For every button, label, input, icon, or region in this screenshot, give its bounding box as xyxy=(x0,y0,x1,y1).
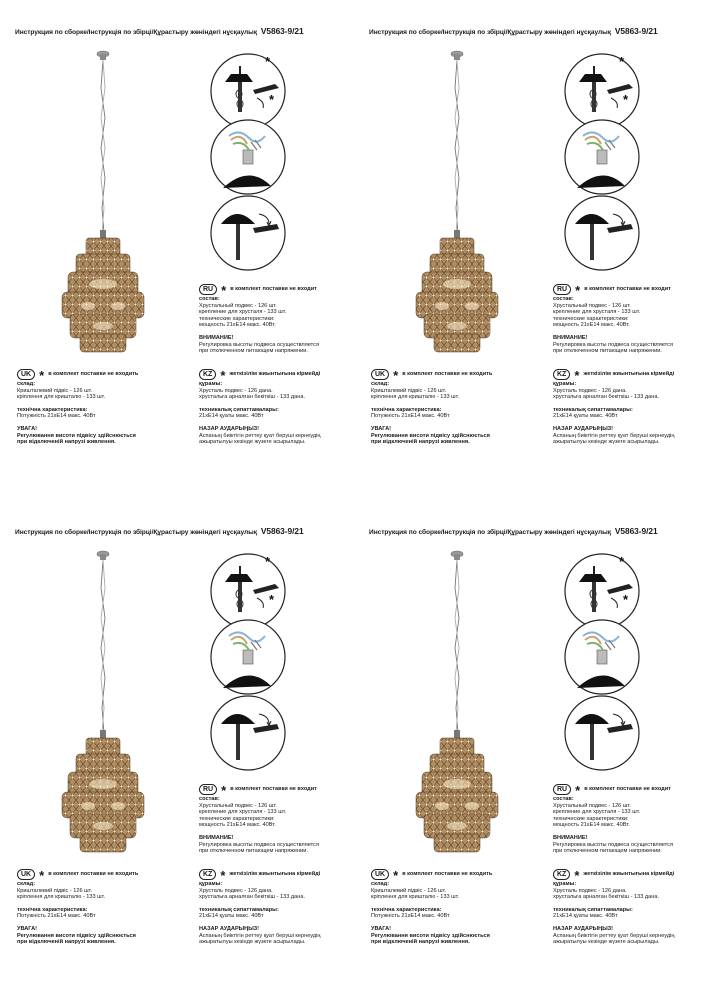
specs-value: Потужність 21хЕ14 макс. 40Вт xyxy=(371,913,450,920)
text-line: при отключенном питающем напряжении. xyxy=(553,848,662,855)
not-included-note: жеткізілім жиынтығына кірмейді xyxy=(229,370,321,377)
not-included-note: в комплект поставки не входить xyxy=(402,370,493,377)
composition-label: склад: xyxy=(371,881,390,887)
uk-badge: UK xyxy=(371,369,389,380)
specs-label: технічна характеристика: xyxy=(371,406,442,413)
warning-label: УВАГА! xyxy=(17,925,38,932)
text-line: крепление для хрусталя - 133 шт. xyxy=(199,809,287,816)
text-line: при відключеній напрузі живлення. xyxy=(17,939,116,946)
ru-badge: RU xyxy=(199,284,217,295)
asterisk-icon: * xyxy=(220,368,226,383)
chandelier-illustration xyxy=(402,548,512,878)
text-line: крепление для хрусталя - 133 шт. xyxy=(199,309,287,316)
text-line: хрустальға арналған бекіткіш - 133 дана. xyxy=(553,894,660,901)
text-line: хрустальға арналған бекіткіш - 133 дана. xyxy=(553,394,660,401)
text-line: Регулировка высоты подвеса осуществляется xyxy=(199,341,319,348)
kz-badge: KZ xyxy=(553,369,570,380)
composition-label: құрамы: xyxy=(199,381,223,387)
ru-badge: RU xyxy=(199,784,217,795)
instruction-sheet xyxy=(0,500,353,1000)
text-line: ажыратылуы кезінде жүзеге асырылады. xyxy=(199,439,306,446)
not-included-note: в комплект поставки не входить xyxy=(48,370,139,377)
composition-label: құрамы: xyxy=(553,881,577,887)
chandelier-illustration xyxy=(402,48,512,378)
instruction-sheet xyxy=(354,0,707,500)
warning-label: НАЗАР АУДАРЫҢЫЗ! xyxy=(553,925,614,932)
warning-label: ВНИМАНИЕ! xyxy=(553,334,588,341)
text-line: мощность 21хЕ14 макс. 40Вт. xyxy=(199,822,276,829)
step-star-icon: * xyxy=(265,554,271,569)
specs-label: технічна характеристика: xyxy=(17,906,88,913)
asterisk-icon: * xyxy=(221,783,227,798)
text-line: ажыратылуы кезінде жүзеге асырылады. xyxy=(199,939,306,946)
asterisk-icon: * xyxy=(574,368,580,383)
text-line: крепление для хрусталя - 133 шт. xyxy=(553,309,641,316)
text-line: Аспаның биіктігін реттеу қуат беруші кернеудің xyxy=(199,432,321,439)
text-line: Аспаның биіктігін реттеу қуат беруші кернеудің xyxy=(553,932,675,939)
uk-section xyxy=(17,369,197,446)
warning-label: НАЗАР АУДАРЫҢЫЗ! xyxy=(553,425,614,432)
step-3-diagram xyxy=(209,194,287,272)
kz-section xyxy=(553,869,705,946)
step-3-diagram xyxy=(563,694,641,772)
composition-label: склад: xyxy=(371,381,390,387)
text-line: кріплення для кришталю - 133 шт. xyxy=(17,394,106,401)
asterisk-icon: * xyxy=(393,868,399,883)
text-line: хрустальға арналған бекіткіш - 133 дана. xyxy=(199,394,306,401)
step-2-diagram xyxy=(209,618,287,696)
step-3-diagram xyxy=(209,694,287,772)
asterisk-icon: * xyxy=(575,283,581,298)
text-line: Хрустальный подвес - 126 шт. xyxy=(199,302,277,309)
uk-section xyxy=(371,369,551,446)
uk-section xyxy=(17,869,197,946)
specs-label: техникалық сипаттамалары: xyxy=(553,906,633,913)
text-line: Хрустальный подвес - 126 шт. xyxy=(553,802,631,809)
not-included-note: в комплект поставки не входить xyxy=(402,870,493,877)
composition-label: склад: xyxy=(17,881,36,887)
text-line: Хрустальный подвес - 126 шт. xyxy=(199,802,277,809)
text-line: Регулювання висоти підвісу здійснюється xyxy=(17,432,136,439)
step-star-icon: * xyxy=(619,54,625,69)
text-line: хрустальға арналған бекіткіш - 133 дана. xyxy=(199,894,306,901)
step-star-icon: * xyxy=(269,592,275,607)
asterisk-icon: * xyxy=(221,283,227,298)
text-line: при відключеній напрузі живлення. xyxy=(17,439,116,446)
warning-label: ВНИМАНИЕ! xyxy=(199,334,234,341)
text-line: Аспаның биіктігін реттеу қуат беруші кернеудің xyxy=(199,932,321,939)
sheet-title: Инструкция по сборке/Інструкція по збірці/Құрастыру жөніндегі нұсқаулық V5863-9/21 xyxy=(15,526,304,536)
text-line: ажыратылуы кезінде жүзеге асырылады. xyxy=(553,939,660,946)
step-2-diagram xyxy=(563,118,641,196)
uk-badge: UK xyxy=(371,869,389,880)
text-line: при отключенном питающем напряжении. xyxy=(199,348,308,355)
text-line: крепление для хрусталя - 133 шт. xyxy=(553,809,641,816)
text-line: мощность 21хЕ14 макс. 40Вт. xyxy=(199,322,276,329)
kz-badge: KZ xyxy=(553,869,570,880)
not-included-note: жеткізілім жиынтығына кірмейді xyxy=(229,870,321,877)
specs-value: 21хЕ14 қуаты макс. 40Вт xyxy=(553,413,618,420)
asterisk-icon: * xyxy=(39,368,45,383)
kz-section xyxy=(199,369,351,446)
text-line: технические характеристики: xyxy=(199,815,275,822)
text-line: технические характеристики: xyxy=(553,315,629,322)
asterisk-icon: * xyxy=(393,368,399,383)
specs-value: 21хЕ14 қуаты макс. 40Вт xyxy=(199,913,264,920)
uk-badge: UK xyxy=(17,369,35,380)
specs-value: Потужність 21хЕ14 макс. 40Вт xyxy=(17,413,96,420)
composition-label: состав: xyxy=(553,796,574,802)
text-line: при отключенном питающем напряжении. xyxy=(553,348,662,355)
ru-section xyxy=(199,784,349,855)
not-included-note: в комплект поставки не входит xyxy=(230,785,317,792)
specs-label: технічна характеристика: xyxy=(17,406,88,413)
composition-label: состав: xyxy=(199,296,220,302)
text-line: Хрусталь подвес - 126 дана. xyxy=(553,387,627,394)
not-included-note: в комплект поставки не входит xyxy=(584,785,671,792)
text-line: при отключенном питающем напряжении. xyxy=(199,848,308,855)
not-included-note: жеткізілім жиынтығына кірмейді xyxy=(583,870,675,877)
step-star-icon: * xyxy=(269,92,275,107)
text-line: мощность 21хЕ14 макс. 40Вт. xyxy=(553,822,630,829)
specs-value: 21хЕ14 қуаты макс. 40Вт xyxy=(553,913,618,920)
step-2-diagram xyxy=(209,118,287,196)
step-2-diagram xyxy=(563,618,641,696)
text-line: Регулировка высоты подвеса осуществляется xyxy=(553,841,673,848)
text-line: Хрустальный подвес - 126 шт. xyxy=(553,302,631,309)
uk-section xyxy=(371,869,551,946)
ru-badge: RU xyxy=(553,284,571,295)
model-code: V5863-9/21 xyxy=(614,526,658,536)
step-star-icon: * xyxy=(265,54,271,69)
text-line: Регулювання висоти підвісу здійснюється xyxy=(17,932,136,939)
text-line: Хрусталь подвес - 126 дана. xyxy=(553,887,627,894)
text-line: Хрусталь подвес - 126 дана. xyxy=(199,387,273,394)
warning-label: ВНИМАНИЕ! xyxy=(199,834,234,841)
text-line: ажыратылуы кезінде жүзеге асырылады. xyxy=(553,439,660,446)
composition-label: құрамы: xyxy=(553,381,577,387)
kz-section xyxy=(199,869,351,946)
step-3-diagram xyxy=(563,194,641,272)
text-line: Регулювання висоти підвісу здійснюється xyxy=(371,932,490,939)
composition-label: склад: xyxy=(17,381,36,387)
not-included-note: в комплект поставки не входит xyxy=(584,285,671,292)
ru-section xyxy=(553,784,703,855)
model-code: V5863-9/21 xyxy=(260,526,304,536)
uk-badge: UK xyxy=(17,869,35,880)
not-included-note: жеткізілім жиынтығына кірмейді xyxy=(583,370,675,377)
text-line: кріплення для кришталю - 133 шт. xyxy=(17,894,106,901)
asterisk-icon: * xyxy=(39,868,45,883)
instruction-sheet xyxy=(0,0,353,500)
specs-label: технічна характеристика: xyxy=(371,906,442,913)
text-line: Кришталевий підвіс - 126 шт. xyxy=(17,387,93,394)
text-line: Регулировка высоты подвеса осуществляется xyxy=(199,841,319,848)
step-star-icon: * xyxy=(623,92,629,107)
kz-section xyxy=(553,369,705,446)
sheet-title: Инструкция по сборке/Інструкція по збірці/Құрастыру жөніндегі нұсқаулық V5863-9/21 xyxy=(369,26,658,36)
text-line: Аспаның биіктігін реттеу қуат беруші кернеудің xyxy=(553,432,675,439)
model-code: V5863-9/21 xyxy=(614,26,658,36)
warning-label: НАЗАР АУДАРЫҢЫЗ! xyxy=(199,925,260,932)
text-line: при відключеній напрузі живлення. xyxy=(371,939,470,946)
asterisk-icon: * xyxy=(574,868,580,883)
instruction-sheet xyxy=(354,500,707,1000)
text-line: кріплення для кришталю - 133 шт. xyxy=(371,394,460,401)
asterisk-icon: * xyxy=(220,868,226,883)
asterisk-icon: * xyxy=(575,783,581,798)
specs-value: Потужність 21хЕ14 макс. 40Вт xyxy=(371,413,450,420)
text-line: при відключеній напрузі живлення. xyxy=(371,439,470,446)
text-line: технические характеристики: xyxy=(553,815,629,822)
sheet-title: Инструкция по сборке/Інструкція по збірці/Құрастыру жөніндегі нұсқаулық V5863-9/21 xyxy=(15,26,304,36)
composition-label: состав: xyxy=(553,296,574,302)
chandelier-illustration xyxy=(48,548,158,878)
composition-label: состав: xyxy=(199,796,220,802)
chandelier-illustration xyxy=(48,48,158,378)
warning-label: ВНИМАНИЕ! xyxy=(553,834,588,841)
composition-label: құрамы: xyxy=(199,881,223,887)
text-line: мощность 21хЕ14 макс. 40Вт. xyxy=(553,322,630,329)
text-line: Регулировка высоты подвеса осуществляется xyxy=(553,341,673,348)
warning-label: УВАГА! xyxy=(17,425,38,432)
specs-label: техникалық сипаттамалары: xyxy=(199,906,279,913)
text-line: Кришталевий підвіс - 126 шт. xyxy=(371,887,447,894)
warning-label: НАЗАР АУДАРЫҢЫЗ! xyxy=(199,425,260,432)
text-line: кріплення для кришталю - 133 шт. xyxy=(371,894,460,901)
step-star-icon: * xyxy=(623,592,629,607)
text-line: технические характеристики: xyxy=(199,315,275,322)
specs-label: техникалық сипаттамалары: xyxy=(553,406,633,413)
sheet-title: Инструкция по сборке/Інструкція по збірці/Құрастыру жөніндегі нұсқаулық V5863-9/21 xyxy=(369,526,658,536)
not-included-note: в комплект поставки не входит xyxy=(230,285,317,292)
text-line: Регулювання висоти підвісу здійснюється xyxy=(371,432,490,439)
specs-label: техникалық сипаттамалары: xyxy=(199,406,279,413)
text-line: Кришталевий підвіс - 126 шт. xyxy=(17,887,93,894)
model-code: V5863-9/21 xyxy=(260,26,304,36)
kz-badge: KZ xyxy=(199,369,216,380)
not-included-note: в комплект поставки не входить xyxy=(48,870,139,877)
ru-badge: RU xyxy=(553,784,571,795)
specs-value: Потужність 21хЕ14 макс. 40Вт xyxy=(17,913,96,920)
kz-badge: KZ xyxy=(199,869,216,880)
specs-value: 21хЕ14 қуаты макс. 40Вт xyxy=(199,413,264,420)
ru-section xyxy=(199,284,349,355)
warning-label: УВАГА! xyxy=(371,425,392,432)
ru-section xyxy=(553,284,703,355)
warning-label: УВАГА! xyxy=(371,925,392,932)
text-line: Хрусталь подвес - 126 дана. xyxy=(199,887,273,894)
step-star-icon: * xyxy=(619,554,625,569)
text-line: Кришталевий підвіс - 126 шт. xyxy=(371,387,447,394)
